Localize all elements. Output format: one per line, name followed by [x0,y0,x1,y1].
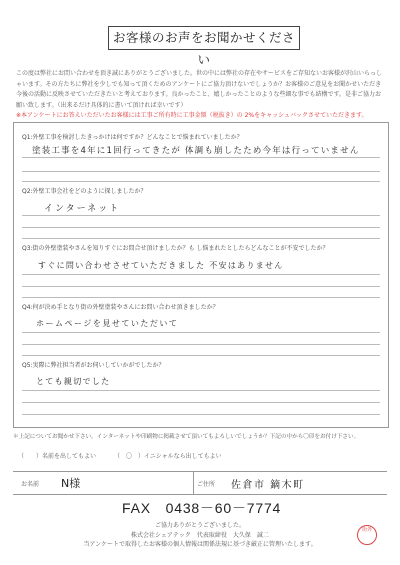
option-initial-ok[interactable]: （ 〇 ）イニシャルなら出してもよい [113,453,222,460]
answer-line [22,332,380,333]
answer-line [22,171,380,172]
fax-number: FAX 0438－60－7774 [122,500,282,516]
intro-text: この度は弊社にお問い合わせを頂き誠にありがとうございました。世の中には弊社の存在やサービスをご存知ないお客様が沢山いらっしゃいます。その方たちに弊社を少しでも知って頂くためのアンケートにご協力頂けないでしょうか？お客様のご意見をお聞かせいただき今後の活動に反映させていただきたいと考えております。良かったこと、嬉しかったことのような些細な事でも結構です。是非ご協力お願い致します。（出来るだけ具体的に書いて頂ければ幸いです） [16,70,383,109]
answer-5-text[interactable]: とても親切でした [36,377,111,386]
cashback-note: ※本アンケートにお答えいただいたお客様には工事ご所有時に工事金額（税抜き）の 2%をキャッシュバックさせていただきます。 [16,112,368,120]
page-title: お客様のお声をお聞かせください [108,26,300,50]
option-name-ok[interactable]: （ ）名前を出してもよい [18,453,97,460]
consent-options [18,451,222,460]
address-label: ご住所 [197,481,216,488]
consent-question: ＊上記についてお聞かせ下さい。インターネットや印刷物に掲載させて頂いてもよろしいでしょうか？下記の中から〇印をお付け下さい。 [13,434,360,440]
question-3-label: Q3:街の外壁塗装やさんを知りすぐにお問合せ頂けましたか？も し悩まれたとしたらどんなことが不安でしたか？ [22,245,329,252]
answer-line [22,157,380,158]
answer-line [22,215,380,216]
question-4-label: Q4:何が決め手となり街の外壁塗装やさんにお問い合わせ頂きましたか？ [22,304,219,311]
question-2-label: Q2:外壁工事会社をどのように探しましたか？ [22,188,147,195]
customer-info-row [13,471,387,495]
thanks-text: ご協力ありがとうございました。 [154,522,245,529]
answer-3-text[interactable]: すぐに問い合わせさせていただきました 不安はありません [38,261,284,270]
footer-block [0,521,400,550]
question-1-label: Q1:外壁工事を検討したきっかけは何ですか？どんなことで悩まれていましたか？ [22,134,243,141]
answer-line [22,344,380,345]
divider [22,181,380,182]
divider [22,238,380,239]
divider [22,297,380,298]
answer-1-text[interactable]: 塗装工事を4年に1回行ってきたが 体調も崩したため今年は行っていません [32,146,360,156]
intro-block [16,59,386,121]
name-value[interactable]: N様 [61,477,81,490]
company-text: 株式会社シェアテック 代表取締役 大久保 誠二 [131,531,269,539]
answer-line [22,274,380,275]
address-value[interactable]: 佐倉市 鏑木町 [231,480,305,491]
company-stamp: 街外 [357,525,377,545]
answer-line [22,402,380,403]
answer-line [22,227,380,228]
answer-line [22,414,380,415]
answer-2-text[interactable]: インターネット [44,204,121,214]
privacy-text: 当アンケートで取得したお客様の個人情報は関係法規に基づき厳正に管理いたします。 [83,541,317,548]
answer-4-text[interactable]: ホームページを見せていただいて [36,319,179,328]
divider [22,355,380,356]
name-label: お名前 [21,481,40,488]
row-divider [193,472,194,494]
answer-line [22,390,380,391]
question-5-label: Q5:実際に弊社担当者がお伺いしていかがでしたか？ [22,362,165,369]
answer-line [22,286,380,287]
questionnaire-sheet [13,122,389,428]
